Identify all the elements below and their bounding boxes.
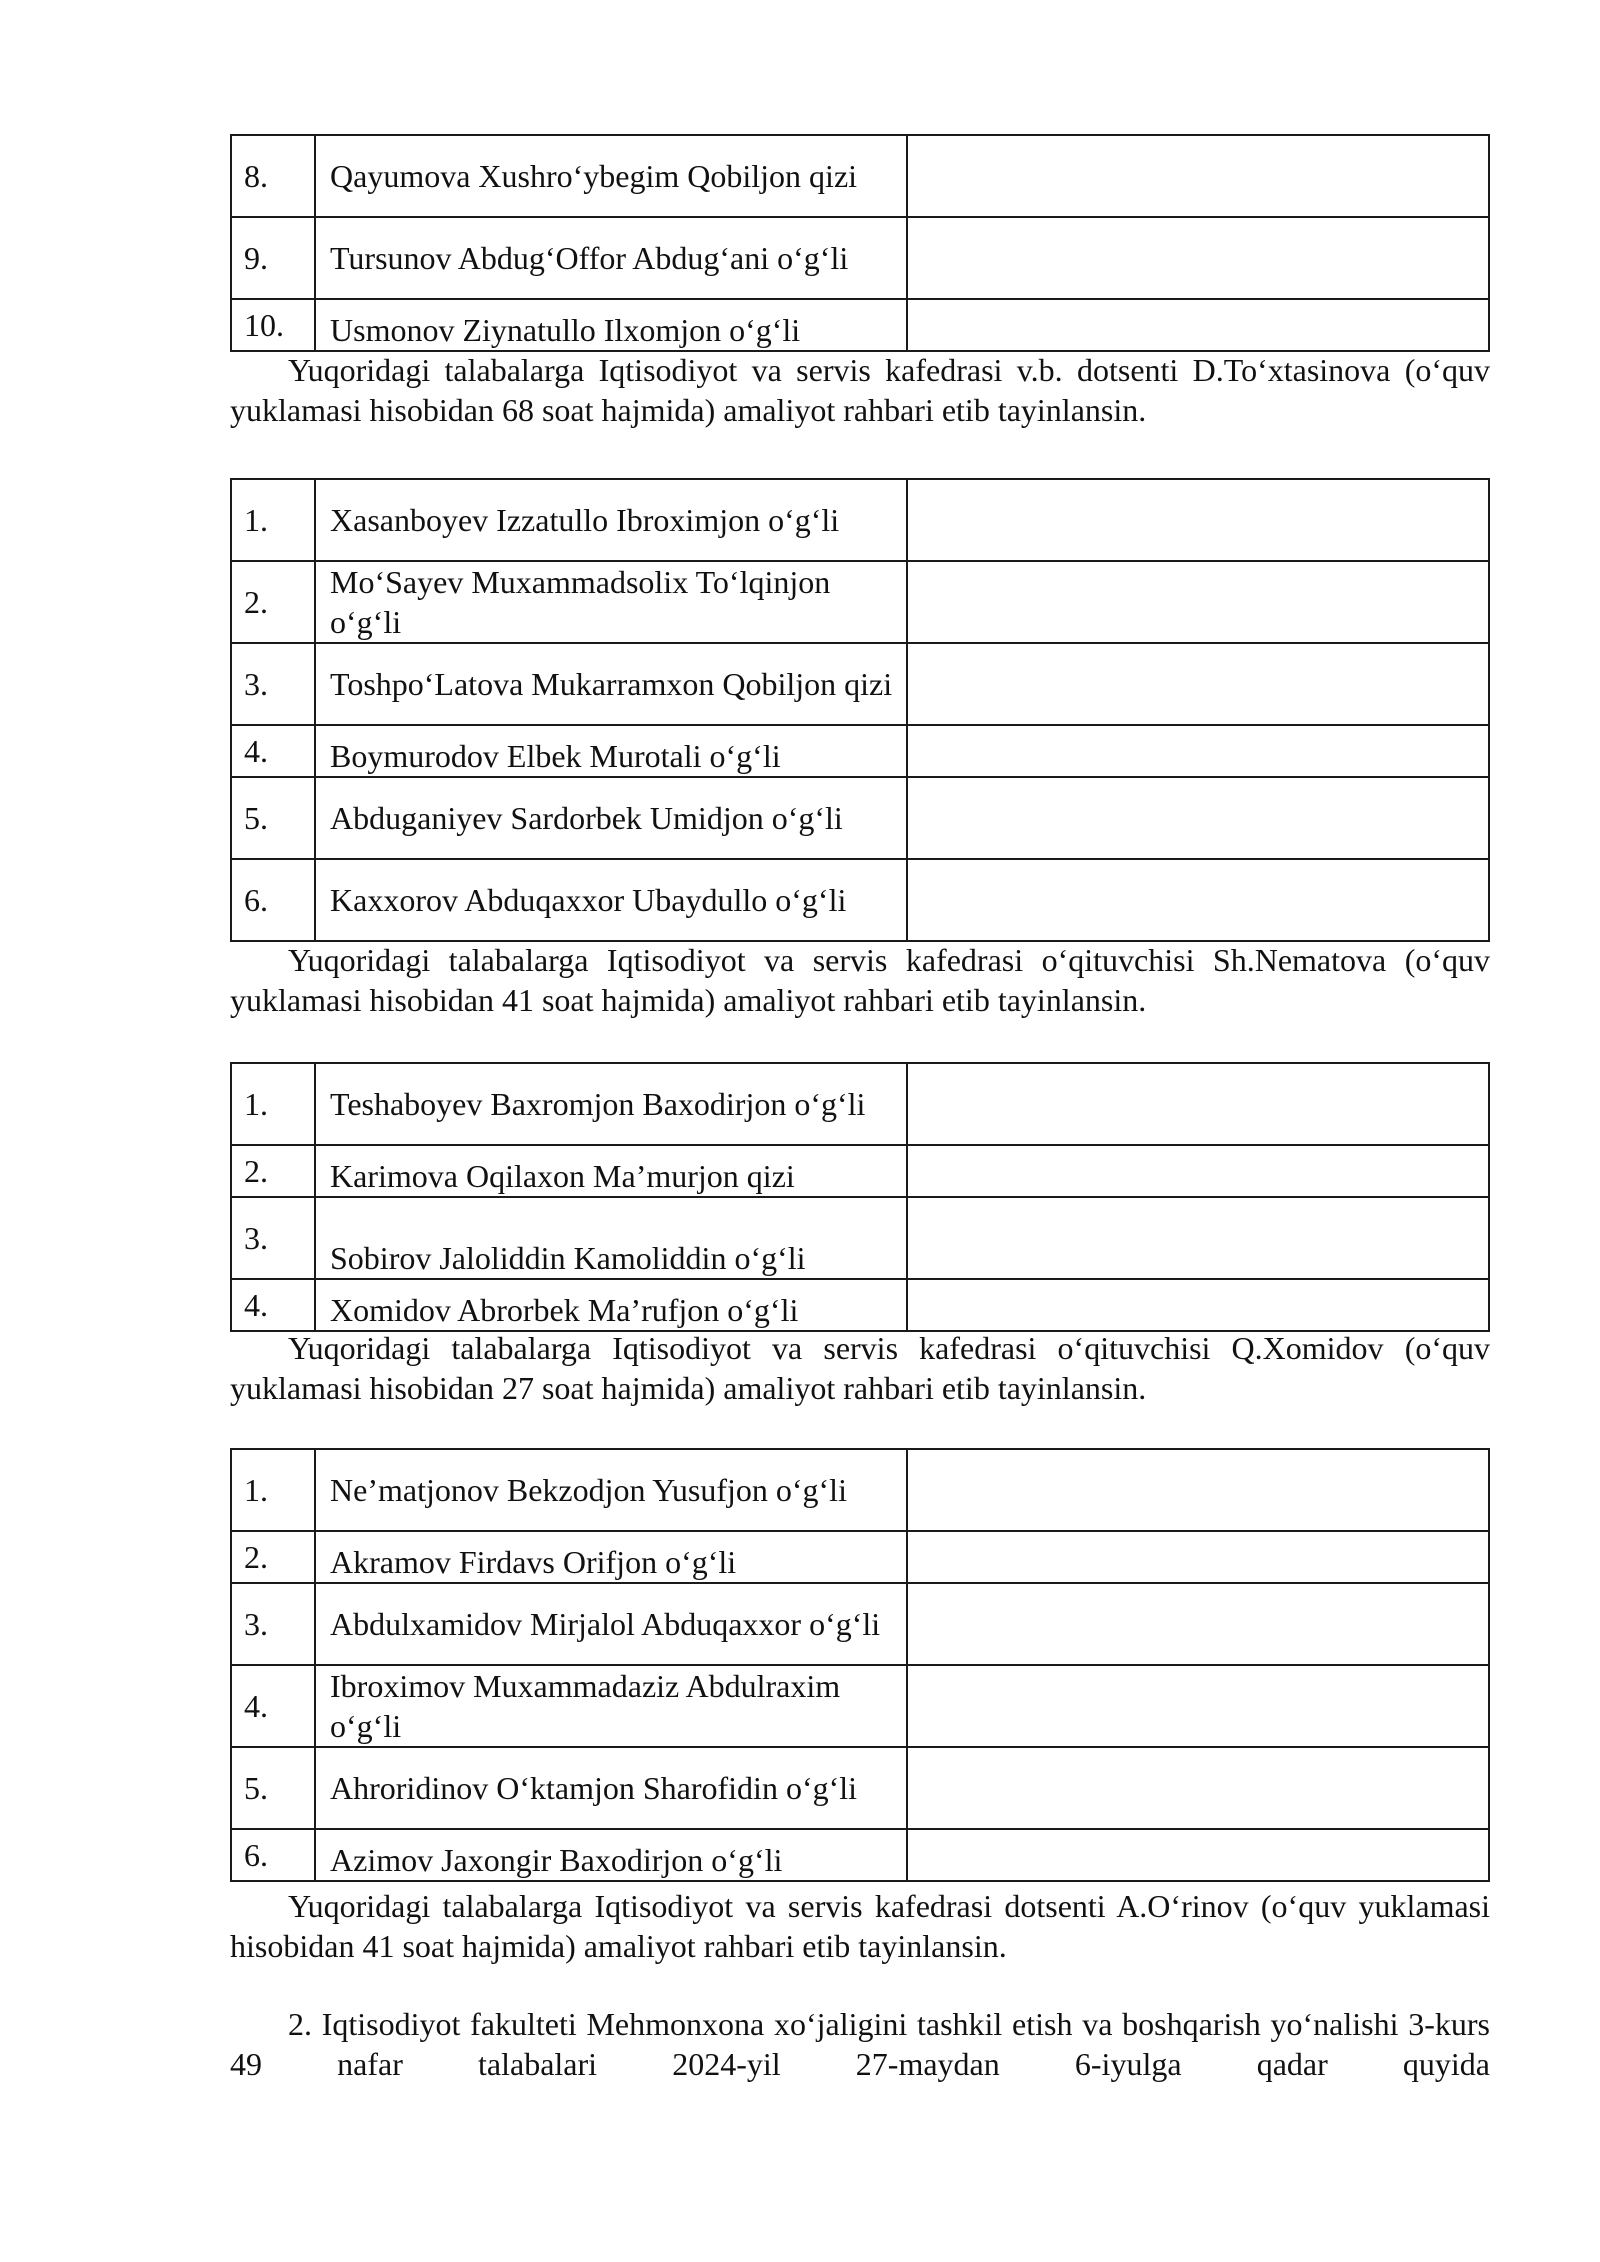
closing-paragraph: 2. Iqtisodiyot fakulteti Mehmonxona xo‘jaligini tashkil etish va boshqarish yo‘nalishi 3-kurs 49 nafar talabalari 2024-yil 27-maydan 6-iyulga qadar quyida (230, 2006, 1490, 2082)
row-number: 9. (231, 217, 315, 299)
table-row (231, 135, 1489, 217)
row-number: 3. (231, 1197, 315, 1279)
row-number: 3. (231, 1583, 315, 1665)
row-number: 4. (231, 1665, 315, 1747)
assignment-paragraph: Yuqoridagi talabalarga Iqtisodiyot va servis kafedrasi v.b. dotsenti D.To‘xtasinova (o‘quv yuklamasi hisobidan 68 soat hajmida) amaliyot rahbari etib tayinlansin. (230, 352, 1490, 428)
student-name: Mo‘Sayev Muxammadsolix To‘lqinjon o‘g‘li (315, 561, 907, 643)
row-number: 10. (231, 299, 315, 351)
table-row (231, 1531, 1489, 1583)
table-row (231, 1197, 1489, 1279)
empty-cell (907, 1531, 1489, 1583)
student-name: Ibroximov Muxammadaziz Abdulraxim o‘g‘li (315, 1665, 907, 1747)
empty-cell (907, 725, 1489, 777)
table-row (231, 1279, 1489, 1331)
empty-cell (907, 777, 1489, 859)
row-number: 1. (231, 1063, 315, 1145)
row-number: 6. (231, 859, 315, 941)
empty-cell (907, 299, 1489, 351)
student-name: Abdulxamidov Mirjalol Abduqaxxor o‘g‘li (315, 1583, 907, 1665)
table-row (231, 725, 1489, 777)
row-number: 5. (231, 1747, 315, 1829)
student-name: Xomidov Abrorbek Ma’rufjon o‘g‘li (315, 1279, 907, 1331)
table-row (231, 1583, 1489, 1665)
empty-cell (907, 1583, 1489, 1665)
empty-cell (907, 1197, 1489, 1279)
table-row (231, 217, 1489, 299)
student-name: Ne’matjonov Bekzodjon Yusufjon o‘g‘li (315, 1449, 907, 1531)
assignment-paragraph: Yuqoridagi talabalarga Iqtisodiyot va servis kafedrasi dotsenti A.O‘rinov (o‘quv yuklamasi hisobidan 41 soat hajmida) amaliyot rahbari etib tayinlansin. (230, 1888, 1490, 1964)
row-number: 2. (231, 561, 315, 643)
row-number: 1. (231, 479, 315, 561)
row-number: 4. (231, 725, 315, 777)
table-row (231, 859, 1489, 941)
student-name: Toshpo‘Latova Mukarramxon Qobiljon qizi (315, 643, 907, 725)
student-name: Karimova Oqilaxon Ma’murjon qizi (315, 1145, 907, 1197)
student-name: Xasanboyev Izzatullo Ibroximjon o‘g‘li (315, 479, 907, 561)
student-table-3 (230, 1062, 1490, 1332)
table-row (231, 1747, 1489, 1829)
empty-cell (907, 1829, 1489, 1881)
empty-cell (907, 561, 1489, 643)
student-name: Kaxxorov Abduqaxxor Ubaydullo o‘g‘li (315, 859, 907, 941)
student-name: Teshaboyev Baxromjon Baxodirjon o‘g‘li (315, 1063, 907, 1145)
table-row (231, 643, 1489, 725)
empty-cell (907, 1449, 1489, 1531)
empty-cell (907, 135, 1489, 217)
empty-cell (907, 1145, 1489, 1197)
table-row (231, 299, 1489, 351)
assignment-paragraph: Yuqoridagi talabalarga Iqtisodiyot va servis kafedrasi o‘qituvchisi Q.Xomidov (o‘quv yuklamasi hisobidan 27 soat hajmida) amaliyot rahbari etib tayinlansin. (230, 1330, 1490, 1406)
empty-cell (907, 1279, 1489, 1331)
table-row (231, 1829, 1489, 1881)
student-name: Azimov Jaxongir Baxodirjon o‘g‘li (315, 1829, 907, 1881)
assignment-paragraph: Yuqoridagi talabalarga Iqtisodiyot va servis kafedrasi o‘qituvchisi Sh.Nematova (o‘quv yuklamasi hisobidan 41 soat hajmida) amaliyot rahbari etib tayinlansin. (230, 942, 1490, 1018)
student-table-1 (230, 134, 1490, 352)
table-row (231, 561, 1489, 643)
row-number: 1. (231, 1449, 315, 1531)
student-name: Tursunov Abdug‘Offor Abdug‘ani o‘g‘li (315, 217, 907, 299)
row-number: 3. (231, 643, 315, 725)
student-name: Ahroridinov O‘ktamjon Sharofidin o‘g‘li (315, 1747, 907, 1829)
empty-cell (907, 859, 1489, 941)
table-row (231, 479, 1489, 561)
empty-cell (907, 479, 1489, 561)
student-name: Qayumova Xushro‘ybegim Qobiljon qizi (315, 135, 907, 217)
student-name: Boymurodov Elbek Murotali o‘g‘li (315, 725, 907, 777)
student-table-4 (230, 1448, 1490, 1882)
row-number: 2. (231, 1531, 315, 1583)
empty-cell (907, 1063, 1489, 1145)
row-number: 2. (231, 1145, 315, 1197)
row-number: 8. (231, 135, 315, 217)
empty-cell (907, 217, 1489, 299)
empty-cell (907, 643, 1489, 725)
student-table-2 (230, 478, 1490, 942)
student-name: Usmonov Ziynatullo Ilxomjon o‘g‘li (315, 299, 907, 351)
row-number: 5. (231, 777, 315, 859)
table-row (231, 777, 1489, 859)
student-name: Sobirov Jaloliddin Kamoliddin o‘g‘li (315, 1197, 907, 1279)
table-row (231, 1063, 1489, 1145)
student-name: Abduganiyev Sardorbek Umidjon o‘g‘li (315, 777, 907, 859)
row-number: 6. (231, 1829, 315, 1881)
table-row (231, 1145, 1489, 1197)
empty-cell (907, 1747, 1489, 1829)
empty-cell (907, 1665, 1489, 1747)
table-row (231, 1449, 1489, 1531)
row-number: 4. (231, 1279, 315, 1331)
student-name: Akramov Firdavs Orifjon o‘g‘li (315, 1531, 907, 1583)
table-row (231, 1665, 1489, 1747)
